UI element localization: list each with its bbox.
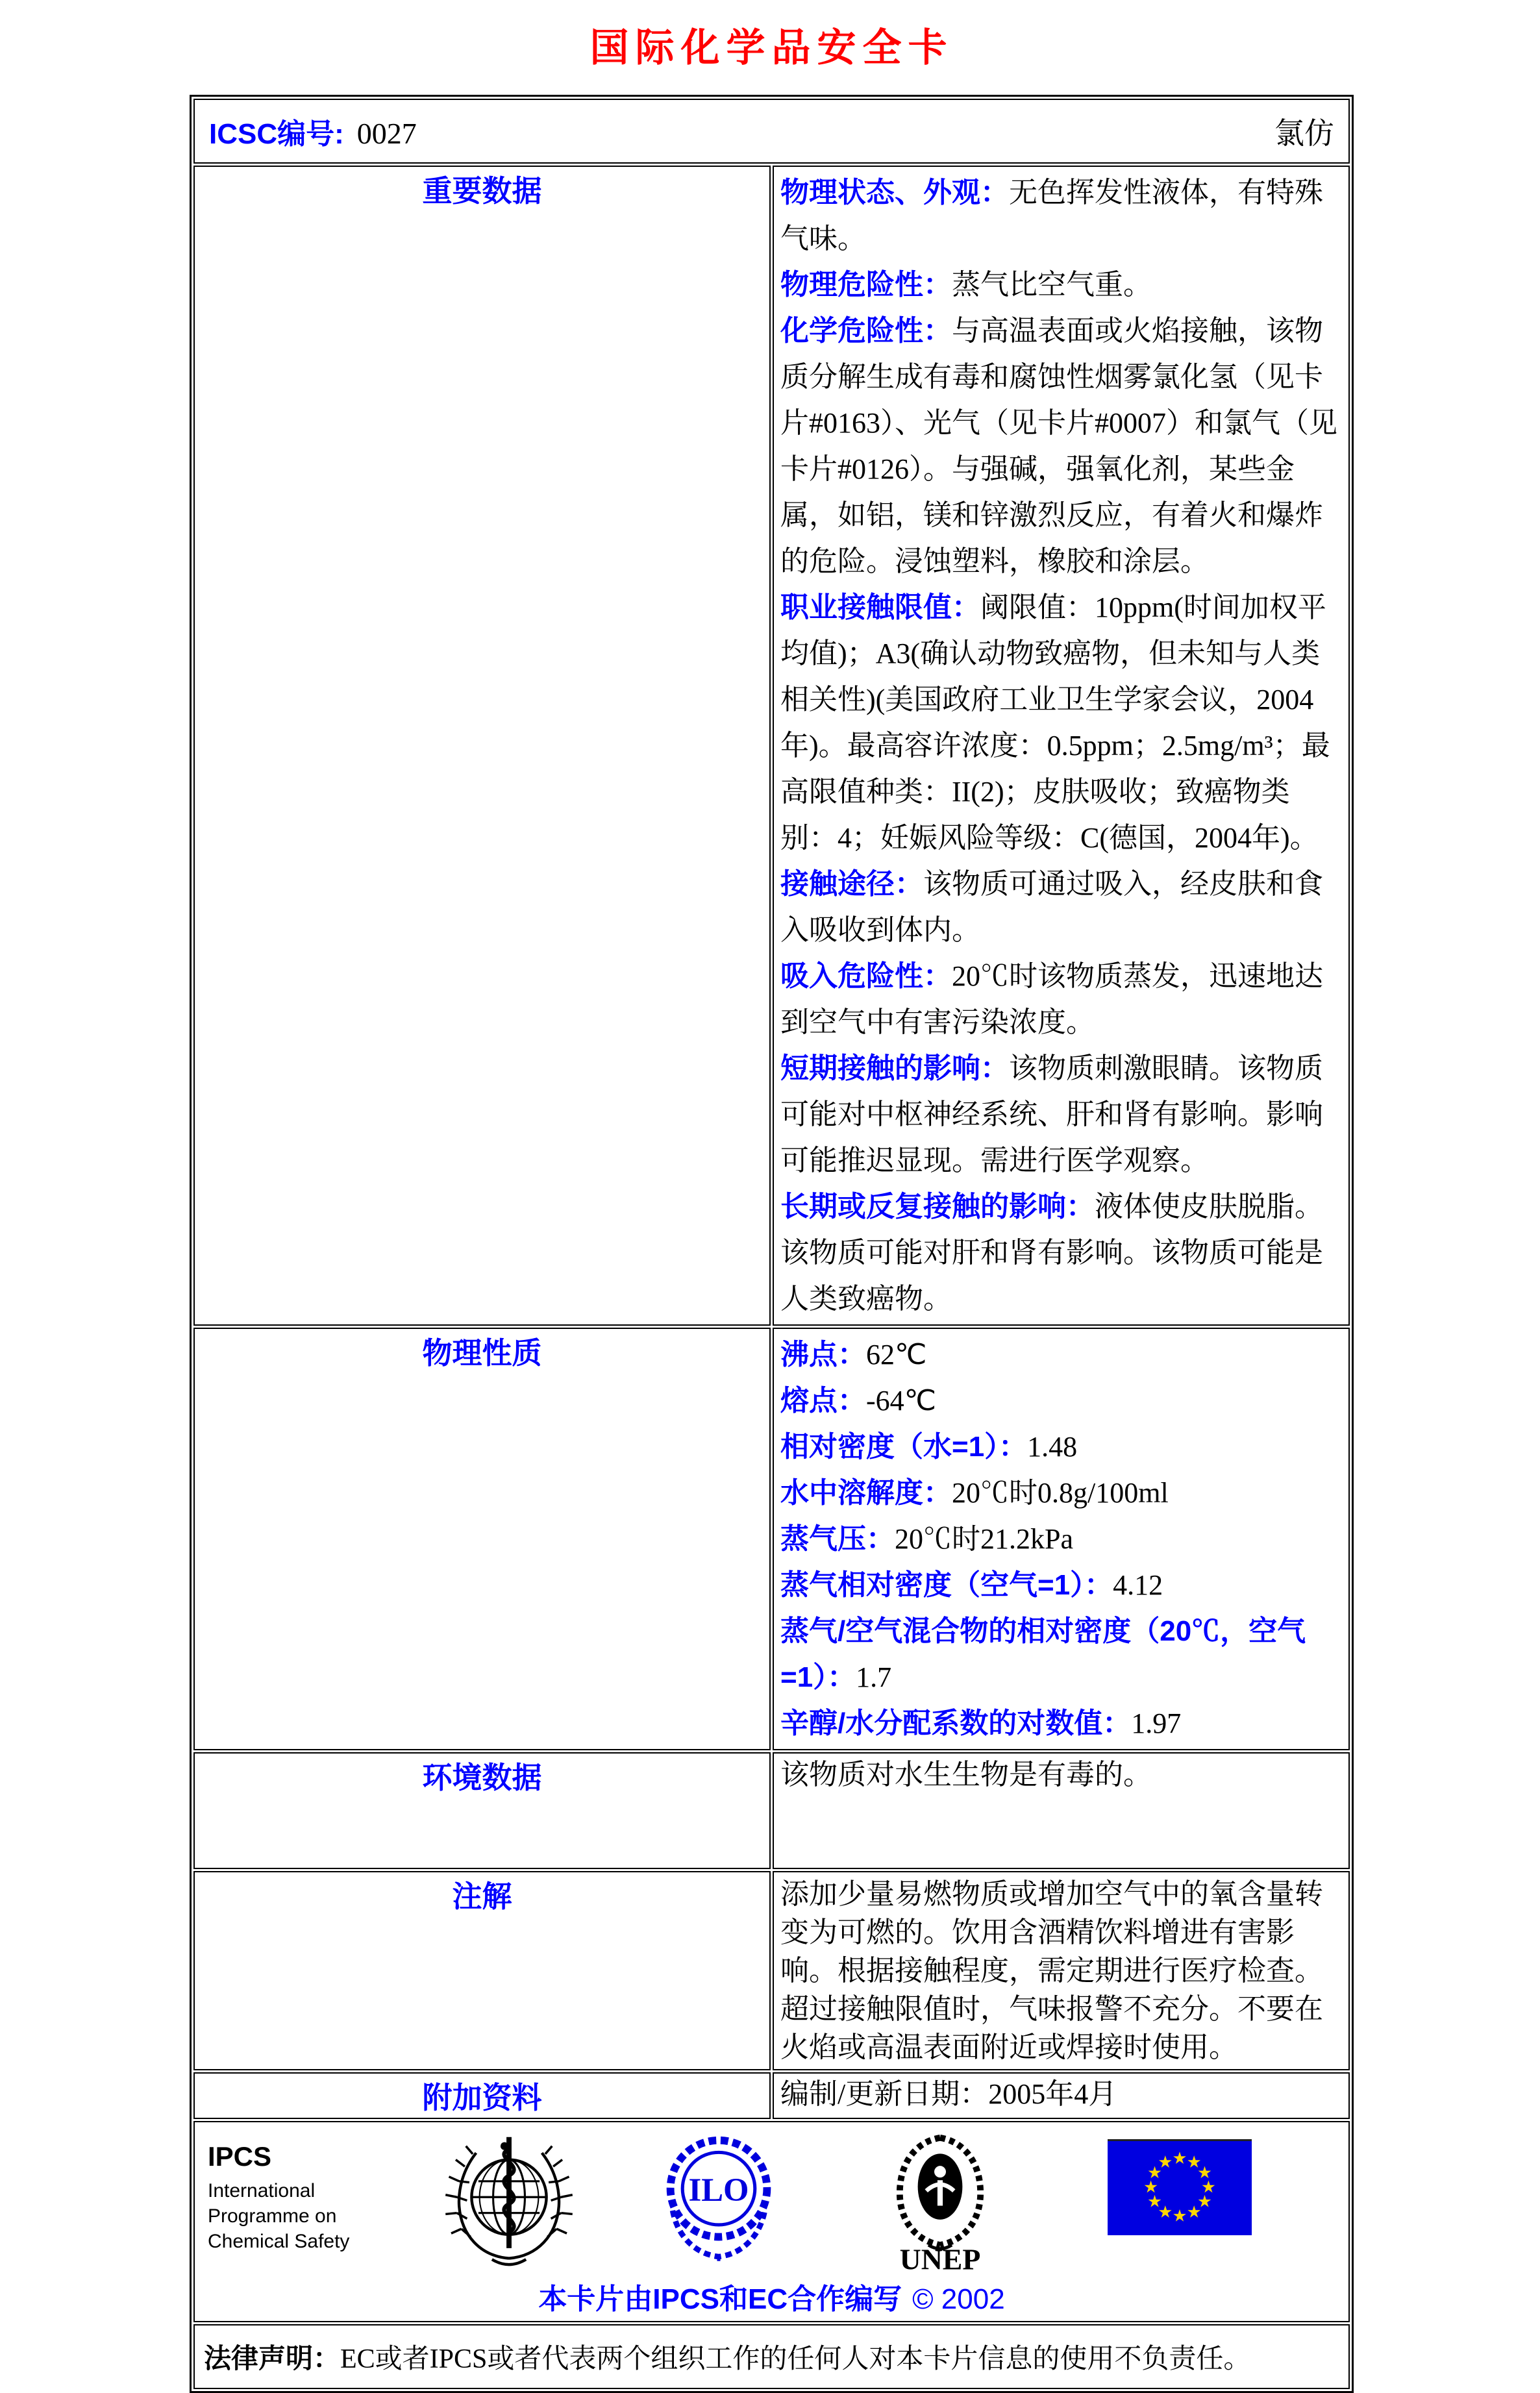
property-line [780,1608,1341,1700]
ilo-logo-text: ILO [688,2171,749,2208]
item-text: 蒸气比空气重。 [952,269,1152,301]
important-item [780,1184,1341,1322]
legal-cell [193,2324,1350,2389]
section-heading-physical: 物理性质 [422,1336,542,1370]
physical-properties-row [193,1328,1350,1750]
important-data-heading-cell [193,166,771,1326]
important-item [780,262,1341,308]
environment-row [193,1752,1350,1869]
who-logo [445,2131,573,2265]
item-text: 该物质可通过吸入，经皮肤和食入吸收到体内。 [780,868,1323,946]
property-label: 水中溶解度： [780,1477,952,1509]
physical-heading-cell [193,1328,771,1750]
logos-row [193,2121,1350,2322]
property-value: -64℃ [866,1385,937,1417]
item-label: 物理状态、外观： [780,177,1009,208]
icsc-number-group [209,110,417,152]
ilo-logo-icon [658,2131,779,2261]
section-heading-additional: 附加资料 [422,2081,542,2114]
unep-logo-text: UNEP [899,2242,981,2276]
property-label: 蒸气/空气混合物的相对密度（20℃，空气=1）： [780,1615,1306,1693]
legal-label: 法律声明： [204,2343,341,2374]
ipcs-text-block [208,2131,422,2254]
important-item [780,308,1341,584]
item-text: 无色挥发性液体，有特殊气味。 [780,177,1323,254]
important-item [780,169,1341,262]
property-line [780,1562,1341,1608]
item-label: 接触途径： [780,868,923,900]
item-text: 与高温表面或火焰接触，该物质分解生成有毒和腐蚀性烟雾氯化氢（见卡片#0163）、光气（见卡片#0007）和氯气（见卡片#0126）。与强碱，强氧化剂，某些金属，如铝，镁和锌激烈反应，有着火和爆炸的危险。浸蚀塑料，橡胶和涂层。 [780,315,1337,577]
property-label: 沸点： [780,1339,866,1370]
environment-content-cell [773,1752,1350,1869]
additional-info-row [193,2072,1350,2119]
additional-content-cell [773,2072,1350,2119]
notes-text: 添加少量易燃物质或增加空气中的氧含量转变为可燃的。饮用含酒精饮料增进有害影响。根据接触程度，需定期进行医疗检查。超过接触限值时，气味报警不充分。不要在火焰或高温表面附近或焊接时使用。 [780,1878,1323,2063]
important-item [780,861,1341,953]
important-data-row [193,166,1350,1326]
property-line [780,1516,1341,1562]
property-line [780,1424,1341,1470]
important-data-content-cell [773,166,1350,1326]
eu-flag-icon [1108,2139,1252,2235]
property-line [780,1378,1341,1424]
item-label: 吸入危险性： [780,960,952,992]
item-text: 20℃时该物质蒸发，迅速地达到空气中有害污染浓度。 [780,960,1323,1038]
unep-logo [882,2131,999,2276]
physical-content-cell [773,1328,1350,1750]
item-label: 物理危险性： [780,269,952,301]
legal-text: EC或者IPCS或者代表两个组织工作的任何人对本卡片信息的使用不负责任。 [340,2344,1251,2374]
unep-logo-icon [882,2131,999,2276]
additional-heading-cell [193,2072,771,2119]
eu-flag [1108,2139,1252,2235]
item-label: 化学危险性： [780,315,952,347]
icsc-number-value: 0027 [356,117,417,150]
legal-row [193,2324,1350,2389]
ilo-logo [658,2131,779,2261]
property-value: 20℃时21.2kPa [895,1523,1073,1555]
item-label: 职业接触限值： [780,591,980,623]
copyright-text: © 2002 [912,2283,1005,2315]
property-label: 相对密度（水=1）： [780,1431,1028,1463]
property-label: 蒸气相对密度（空气=1）： [780,1569,1113,1601]
property-value: 4.12 [1113,1569,1163,1601]
item-text: 液体使皮肤脱脂。该物质可能对肝和肾有影响。该物质可能是人类致癌物。 [780,1191,1323,1315]
who-logo-icon [445,2131,573,2265]
notes-heading-cell [193,1871,771,2070]
additional-text: 编制/更新日期：2005年4月 [780,2078,1117,2110]
property-value: 62℃ [866,1339,927,1370]
notes-content-cell [773,1871,1350,2070]
substance-name: 氯仿 [1274,117,1334,150]
section-heading-notes: 注解 [452,1879,512,1913]
ipcs-title: IPCS [208,2141,272,2172]
item-label: 短期接触的影响： [780,1052,1009,1084]
icsc-number-label: ICSC编号: [209,118,344,150]
property-label: 辛醇/水分配系数的对数值： [780,1707,1132,1739]
property-value: 1.7 [856,1661,892,1693]
header-cell [193,99,1350,164]
safety-card-table [190,95,1354,2393]
property-value: 20℃时0.8g/100ml [952,1477,1169,1509]
notes-row [193,1871,1350,2070]
property-value: 1.48 [1027,1431,1078,1463]
credit-line [208,2275,1335,2317]
header-row [193,99,1350,164]
page-title: 国际化学品安全卡 [590,27,954,69]
important-item [780,1045,1341,1184]
property-label: 熔点： [780,1385,866,1417]
property-line [780,1332,1341,1378]
section-heading-important: 重要数据 [422,174,542,208]
icsc-safety-card-page [0,17,1540,2374]
item-text: 阈限值：10ppm(时间加权平均值)；A3(确认动物致癌物，但未知与人类相关性)(美国政府工业卫生学家会议，2004年)。最高容许浓度：0.5ppm；2.5mg/m³；最高限值种类：II(2)；皮肤吸收；致癌物类别：4；妊娠风险等级：C(德国，2004年)。 [780,591,1330,854]
important-item [780,584,1341,861]
section-heading-environment: 环境数据 [422,1761,542,1794]
item-text: 该物质刺激眼睛。该物质可能对中枢神经系统、肝和肾有影响。影响可能推迟显现。需进行医学观察。 [780,1052,1323,1176]
important-item [780,953,1341,1045]
property-value: 1.97 [1131,1707,1182,1739]
item-label: 长期或反复接触的影响： [780,1191,1095,1222]
logos-cell [193,2121,1350,2322]
environment-text: 该物质对水生生物是有毒的。 [780,1759,1152,1791]
property-line [780,1470,1341,1516]
ipcs-subtitle: International Programme on Chemical Safety [208,2180,350,2253]
property-line [780,1700,1341,1746]
environment-heading-cell [193,1752,771,1869]
property-label: 蒸气压： [780,1523,895,1555]
credit-text: 本卡片由IPCS和EC合作编写 [538,2283,902,2315]
